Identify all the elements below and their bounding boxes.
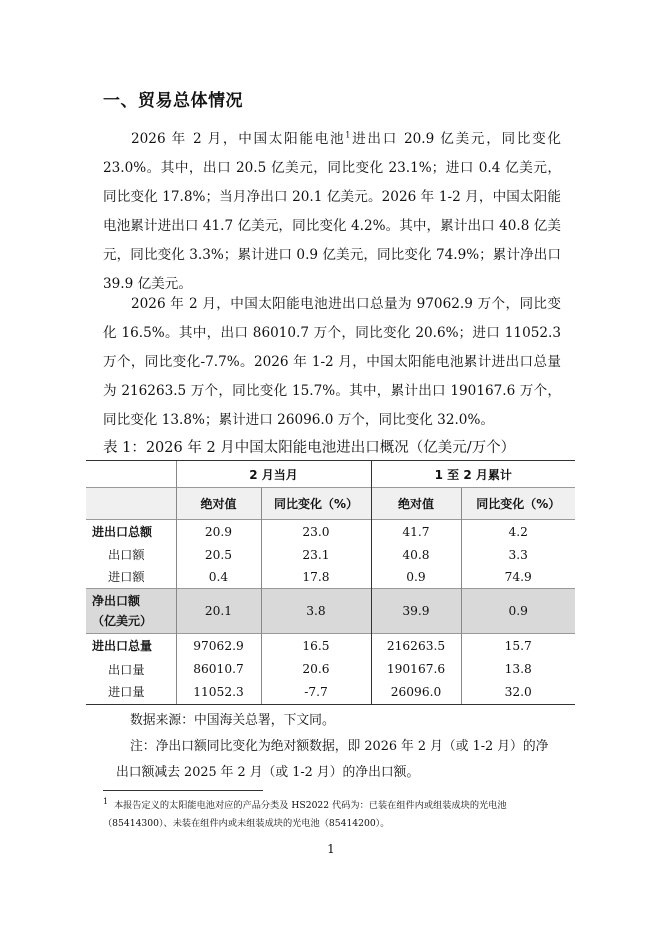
cell: 11052.3: [176, 680, 261, 704]
row-label-line2: （亿美元）: [92, 613, 153, 628]
table-row: [86, 520, 575, 544]
para2-text: 2026 年 2 月，中国太阳能电池进出口总量为 97062.9 万个，同比变化 16.5%。其中，出口 86010.7 万个，同比变化 20.6%；进口 11052.3 万个，同比变化-7.7%。2026 年 1-2 月，中国太阳能电池累计进出口总量为 216263.5 万个，同比变化 15.7%。其中，累计出口 190167.6 万个，同比变化 13.8%；累计进口 26096.0 万个，同比变化 32.0%。: [103, 296, 561, 428]
row-label: 进出口总额: [86, 520, 176, 544]
table-row: [86, 658, 575, 680]
row-label: 出口额: [108, 548, 145, 562]
header-cum-yoy: 同比变化（%）: [461, 488, 575, 520]
footnote-ref[interactable]: 1: [345, 130, 351, 140]
table-row: [86, 566, 575, 589]
table-row: [86, 633, 575, 658]
cell: 20.5: [176, 544, 261, 566]
trade-summary-table: [86, 460, 575, 705]
cell: 3.8: [261, 588, 371, 633]
table-note: [116, 734, 561, 786]
page-number: 1: [327, 842, 335, 856]
table-header-columns: [86, 488, 575, 520]
cell: 40.8: [371, 544, 461, 566]
row-label: 出口量: [108, 662, 145, 677]
row-label: 进口量: [86, 680, 176, 704]
row-label: 进出口总量: [86, 633, 176, 658]
cell: 190167.6: [371, 658, 461, 680]
footnote-divider: [103, 790, 263, 791]
header-cumulative-group: 1 至 2 月累计: [371, 461, 575, 488]
cell: 26096.0: [371, 680, 461, 704]
table-caption: 表 1：2026 年 2 月中国太阳能电池进出口概况（亿美元/万个）: [103, 440, 516, 456]
table-header-groups: [86, 461, 575, 488]
cell: 0.9: [371, 566, 461, 589]
paragraph-value-summary: [103, 125, 561, 299]
cell: 16.5: [261, 633, 371, 658]
row-label: 进口额: [108, 570, 145, 584]
cell: 32.0: [461, 680, 575, 704]
footnote: [103, 797, 563, 833]
header-blank-2: [86, 488, 176, 520]
cell: 13.8: [461, 658, 575, 680]
cell: 23.0: [261, 520, 371, 544]
cell: 20.9: [176, 520, 261, 544]
table-note-text: 注：净出口额同比变化为绝对额数据，即 2026 年 2 月（或 1-2 月）的净出口额减去 2025 年 2 月（或 1-2 月）的净出口额。: [116, 739, 549, 780]
header-cum-abs: 绝对值: [371, 488, 461, 520]
cell: 17.8: [261, 566, 371, 589]
cell: 216263.5: [371, 633, 461, 658]
cell: 74.9: [461, 566, 575, 589]
paragraph-volume-summary: [103, 290, 561, 435]
data-source: 数据来源：中国海关总署，下文同。: [130, 713, 335, 728]
para1-text-rest: 进出口 20.9 亿美元，同比变化 23.0%。其中，出口 20.5 亿美元，同比变化 23.1%；进口 0.4 亿美元，同比变化 17.8%；当月净出口 20.1 亿美元。2026 年 1-2 月，中国太阳能电池累计进出口 41.7 亿美元，同比变化 4.2%。其中，累计出口 40.8 亿美元，同比变化 3.3%；累计进口 0.9 亿美元，同比变化 74.9%；累计净出口 39.9 亿美元。: [103, 131, 561, 292]
footnote-text: 本报告定义的太阳能电池对应的产品分类及 HS2022 代码为：已装在组件内或组装成块的光电池（85414300）、未装在组件内或未组装成块的光电池（85414200）。: [103, 800, 507, 829]
cell: 15.7: [461, 633, 575, 658]
cell: 20.1: [176, 588, 261, 633]
section-title: 一、贸易总体情况: [103, 91, 243, 111]
table-row-net-export: [86, 588, 575, 633]
cell: 4.2: [461, 520, 575, 544]
para1-text-start: 2026 年 2 月，中国太阳能电池: [131, 131, 346, 147]
cell: 20.6: [261, 658, 371, 680]
table-row: [86, 680, 575, 704]
header-month-yoy: 同比变化（%）: [261, 488, 371, 520]
cell: 86010.7: [176, 658, 261, 680]
cell: 97062.9: [176, 633, 261, 658]
cell: 23.1: [261, 544, 371, 566]
cell: 3.3: [461, 544, 575, 566]
footnote-mark: 1: [103, 796, 109, 806]
table-row: [86, 544, 575, 566]
header-blank: [86, 461, 176, 488]
cell: 0.9: [461, 588, 575, 633]
cell: 39.9: [371, 588, 461, 633]
cell: -7.7: [261, 680, 371, 704]
cell: 0.4: [176, 566, 261, 589]
row-label-line1: 净出口额: [92, 593, 141, 608]
header-month-abs: 绝对值: [176, 488, 261, 520]
row-label: [86, 588, 176, 633]
header-month-group: 2 月当月: [176, 461, 371, 488]
cell: 41.7: [371, 520, 461, 544]
